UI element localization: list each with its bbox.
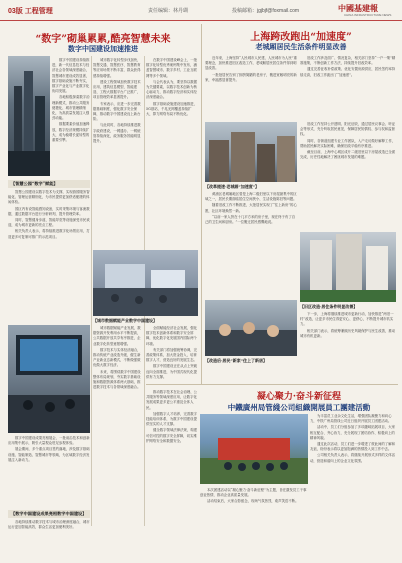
left-subheadline: 数字中国建设加速推进 bbox=[68, 44, 138, 53]
right-headline: 上海跨改跑出“加速度” bbox=[250, 32, 352, 43]
team-building-photo bbox=[200, 414, 308, 484]
newspaper-logo: 中國基建報 bbox=[338, 4, 378, 13]
article-body: 近年来，上海坚持“人民城市人民建，人民城市为人民”重要理念，加快推进旧区改造工作，老城厢居民居住条件得到明显改善。 一批批居民告别了拥挤简陋的老房子，搬进宽敞明亮的新家，幸福感显著提升。 bbox=[205, 56, 297, 82]
article-body: 全面赋能经济社会发展，强化数字技术创新体系和数字安全屏障，优化数字化发展国内国际两个环境。 有关部门将加强统筹协调，完善政策体系，加大资金投入，培育数字人才，营造良好的发展生态。 数字中国建设正在从点上突破迈向全面推进，为中国式现代化提供有力支撑。 bbox=[146, 326, 198, 379]
article-body: 旧改工作涉及面广、情况复杂，相关部门坚持“一户一策”精准施策，不断创新工作方法，持续提升旧改效率。 通过完善征收补偿政策、优化安置房源供应，居民签约率持续走高，旧改工作跑出了“加速度”。 bbox=[300, 56, 396, 77]
article-body: 数字中国建设成果亮相展会，一批前沿技术和创新应用集中展示，吸引大量观众驻足参观体验。 展会期间，多个重点项目签约落地，涉及数字基础设施、智能制造、智慧城市等领域，为区域数字经济发展注入新动力。 bbox=[8, 436, 90, 462]
section-divider bbox=[201, 24, 202, 384]
newspaper-logo-sub: CHINA INFRASTRUCTURE NEWS bbox=[344, 13, 392, 17]
digital-exhibit-photo bbox=[8, 325, 90, 433]
article-body: 黄浦区老城厢地区曾是上海二级旧里以下房屋最集中的区域之一，居民长期面临居住空间狭小、生活设施陈旧等问题。 随着旧改工作不断推进，大批居民实现了“住上新房”的心愿，社区环境焕然一新。 “以前一家人挤在十几平方米的房子里，现在终于有了自己的卫生间和厨房。”一位搬迁居民感慨地说。 bbox=[205, 192, 297, 225]
new-housing-photo bbox=[300, 232, 396, 302]
photo-caption: 【改造后·居民“新家”住上了新居】 bbox=[205, 358, 267, 363]
neighborhood-graphic bbox=[205, 122, 297, 182]
article-body: 推动数字技术在社会治理、公共服务等领域深度应用，让数字化发展成果更多更公平惠及全体人民。 加强数字人才培养，完善数字技能培训体系，为数字中国建设提供坚实的人才支撑。 健全数字领域法律法规，构建可信可控的数字安全屏障，切实维护网络安全和数据安全。 bbox=[146, 390, 198, 443]
residents-graphic bbox=[205, 300, 297, 356]
bottom-subheadline: 中鐵廣州局管綫公司組織開展員工團建活動 bbox=[227, 403, 371, 412]
city-photo bbox=[8, 56, 50, 176]
editor-line: 责任编辑：林丹瑚 bbox=[148, 8, 189, 14]
section-divider bbox=[146, 384, 398, 385]
article-body: 本次团建活动以“凝心聚力·奋斗新征程”为主题，旨在激发员工干事创业热情，推动企业高质量发展。 活动结束后，大家合影留念，现场气氛热烈，欢声笑语不断。 bbox=[200, 488, 307, 504]
article-body: 城市数据赋能产业发展，数据资源开发利用水平不断提高，公共数据开放共享有序推进，企业数字化转型意愿增强。 数字技术与实体经济融合，推动传统产业改造升级，催生新产业新业态新模式，不断做强做优做大数字经济。 未来，将围绕数字中国建设整体布局规划，夯实数字基础设施和数据资源体系两大基础，推进数字技术与各领域深度融合。 bbox=[93, 326, 141, 390]
column-divider bbox=[91, 56, 92, 526]
section-caption: 【数字中国建设成果亮相数字中国建设】 bbox=[8, 510, 90, 518]
article-body: 智慧公园建设以数字技术为支撑，实现游园服务智能化、管理运营精细化，为市民提供更加舒适便捷的休闲体验。 园区内布设智能感知设备，实时采集环境与客流数据，通过数据平台进行分析研判，提升管理效率。 同时，智慧健身步道、智能导览等设施深受市民欢迎，成为城市更新的亮点工程。 相关负责人表示，将持续推进数字化场景应用，打造更多可复制可推广的示范项目。 bbox=[8, 190, 90, 239]
article-body: 下一步，上海将继续推进城市更新行动，加快推进“两旧一村”改造，让更多市民住得更安心、更舒心，不断提升城市软实力。 相关部门表示，将统筹兼顾历史风貌保护与民生改善，推动城市有机更新。 bbox=[300, 312, 396, 338]
photo-caption: 【改革提速·老城厢“加速度”】 bbox=[205, 184, 259, 189]
exhibit-graphic bbox=[8, 325, 90, 433]
exhibition-photo bbox=[93, 250, 198, 316]
article-body: 各地持续推动数字技术与城市治理深度融合，城市运行更加智能高效，群众生活更加便利美好。 bbox=[8, 520, 90, 530]
article-body: 城市数字化转型步伐加快，智慧交通、智慧医疗、智慧教育等应用场景不断丰富，群众获得感持续增强。 建设工程领域加快数字技术应用，建筑信息模型、智能建造、工程大数据平台广泛推广，项目管理效率显著提升。 专家表示，应进一步完善数据基础制度，强化数字安全保障，推动数字中国建设迈上新台阶。 与此同时，各地持续推进数字政府建设，一网通办、一网统管持续深化，政务服务效能明显提升。 bbox=[93, 58, 141, 144]
old-neighborhood-photo bbox=[205, 122, 297, 182]
article-body: 数字中国建设持续推进，新一代信息技术与经济社会各领域深度融合，智慧城市建设成效显著，数字基础设施不断夯实，数字产业化与产业数字化协同发展。 各地积极探索数字治理新模式，推动公共服务便捷化、城市管理精细化，为高质量发展注入强劲动能。 数据要素价值加速释放，数字经济规模持续扩大，成为稳增长促转型的重要引擎。 bbox=[52, 58, 90, 143]
right-subheadline: 老城厢居民生活条件明显改善 bbox=[255, 42, 347, 51]
article-body: 为丰富员工业余文化生活，增强团队凝聚力和向心力，中铁广州局管线公司近日组织开展员工团建活动。 活动中，员工们分组参加了多项趣味拓展项目，大家相互配合、齐心协力，充分展现了团结协作、积极向上的精神风貌。 通过此次活动，员工们进一步增进了彼此间的了解和友谊，纷纷表示将以更加饱满的热情投入到工作中去。 公司相关负责人表示，将继续开展形式多样的文体活动，营造和谐向上的企业文化氛围。 bbox=[310, 414, 395, 463]
page-label: 03版 工程管理 bbox=[8, 8, 53, 15]
article-body: 旧改工作坚持公开透明、阳光征收，通过居民议事会、听证会等形式，充分听取居民意见，保障居民知情权、参与权和监督权。 同时，各街道组建专业工作团队，入户走访做好解释工作，帮助居民解决实际困难，确保旧改平稳有序推进。 截至目前，上海中心城区成片二级旧里以下房屋改造已全面完成，历史性地解决了困扰城市发展的难题。 bbox=[300, 122, 396, 160]
photo-caption: 【城市数据赋能产业数字中国建设】 bbox=[93, 318, 157, 323]
skyline-graphic bbox=[8, 56, 50, 176]
photo-caption: 【旧区改造·居住条件明显改善】 bbox=[300, 304, 358, 309]
section-caption: 【智慧公园“数字”赋能】 bbox=[8, 180, 90, 188]
residents-photo bbox=[205, 300, 297, 356]
submission-email: 投稿邮箱：jgjbjf@foxmail.com bbox=[232, 8, 300, 14]
article-body: 在数字中国建设峰会上，一批数字化转型优秀案例集中发布，涵盖智慧城市、数字乡村、工业互联网等多个领域。 与会代表认为，要坚持以数据为关键要素，以数字技术创新为核心驱动力，推动数字经济和实体经济深度融合。 数字基础设施建设加速推进，5G基站、千兆光网覆盖持续扩大，算力网络布局不断优化。 bbox=[146, 58, 198, 117]
exhibition-graphic bbox=[93, 250, 198, 316]
bottom-headline: 凝心聚力·奋斗新征程 bbox=[256, 392, 342, 402]
left-headline: “数字”砌巢累累,酷亮智慧未来 bbox=[35, 34, 171, 45]
team-graphic bbox=[200, 414, 308, 484]
housing-graphic bbox=[300, 232, 396, 302]
